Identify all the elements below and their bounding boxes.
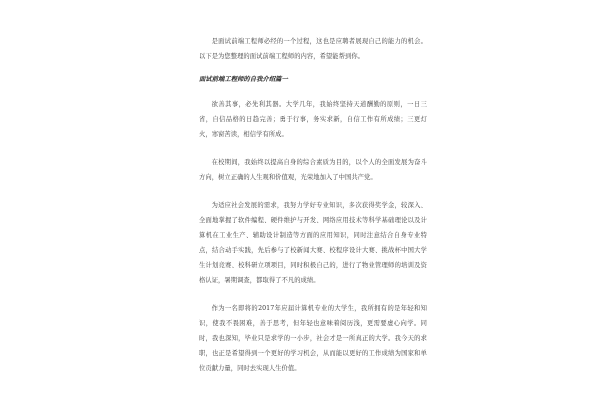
section-heading: 面试前端工程师的自我介绍篇一 — [199, 76, 288, 83]
body-paragraph: 为适应社会发展的需求，我努力学好专业知识，多次获得奖学金，较深入、全面地掌握了软件编程、硬件维护与开发、网络应用技术等科学基础理论以及计算机在工业生产、辅助设计制造等方面的应用知识，同时注意结合自身专业特点，结合动手实践，先后参与了校新闻大赛、校程序设计大赛、挑战杯中国大学生计划竞赛、校科研立项项目，同时积极自己的，进行了物业管理师的培训及资格认证，暑期调查，都取得了不凡的成绩。 — [199, 202, 427, 284]
intro-paragraph: 是面试前端工程师必经的一个过程，这也是应聘者展现自己的能力的机会。以下是为您整理的面试前端工程师的内容，希望能帮到你。 — [199, 38, 427, 60]
spacer — [199, 288, 427, 301]
spacer — [199, 142, 427, 155]
body-paragraph: 在校期间，我始终以提高自身的综合素质为目的，以个人的全面发展为奋斗方向，树立正确的人生观和价值观，光荣地加入了中国共产党。 — [199, 159, 427, 181]
spacer — [199, 86, 427, 97]
body-paragraph: 欲善其事，必先利其器。大学几年，我始终坚持天道酬勤的原则，一日三省，自信品格的日趋完善；勇于行事，务实求新，自信工作有所成绩；三更灯火，寒窗苦读，相信学有所成。 — [199, 101, 427, 138]
spacer — [199, 185, 427, 198]
document-body — [199, 34, 427, 376]
body-paragraph: 作为一名即将的2017年应届计算机专业的大学生，我所拥有的是年轻和知识，使我不畏困难，善于思考，但年轻也意味着阅历浅，更需要虚心向学。同时，我也深知，毕业只是求学的一小步，社会才是一所真正的大学。我今天的求职，也正是希望得到一个更好的学习机会，从而能以更好的工作成绩为国家和单位贡献力量，同时去实现人生价值。 — [199, 305, 427, 372]
